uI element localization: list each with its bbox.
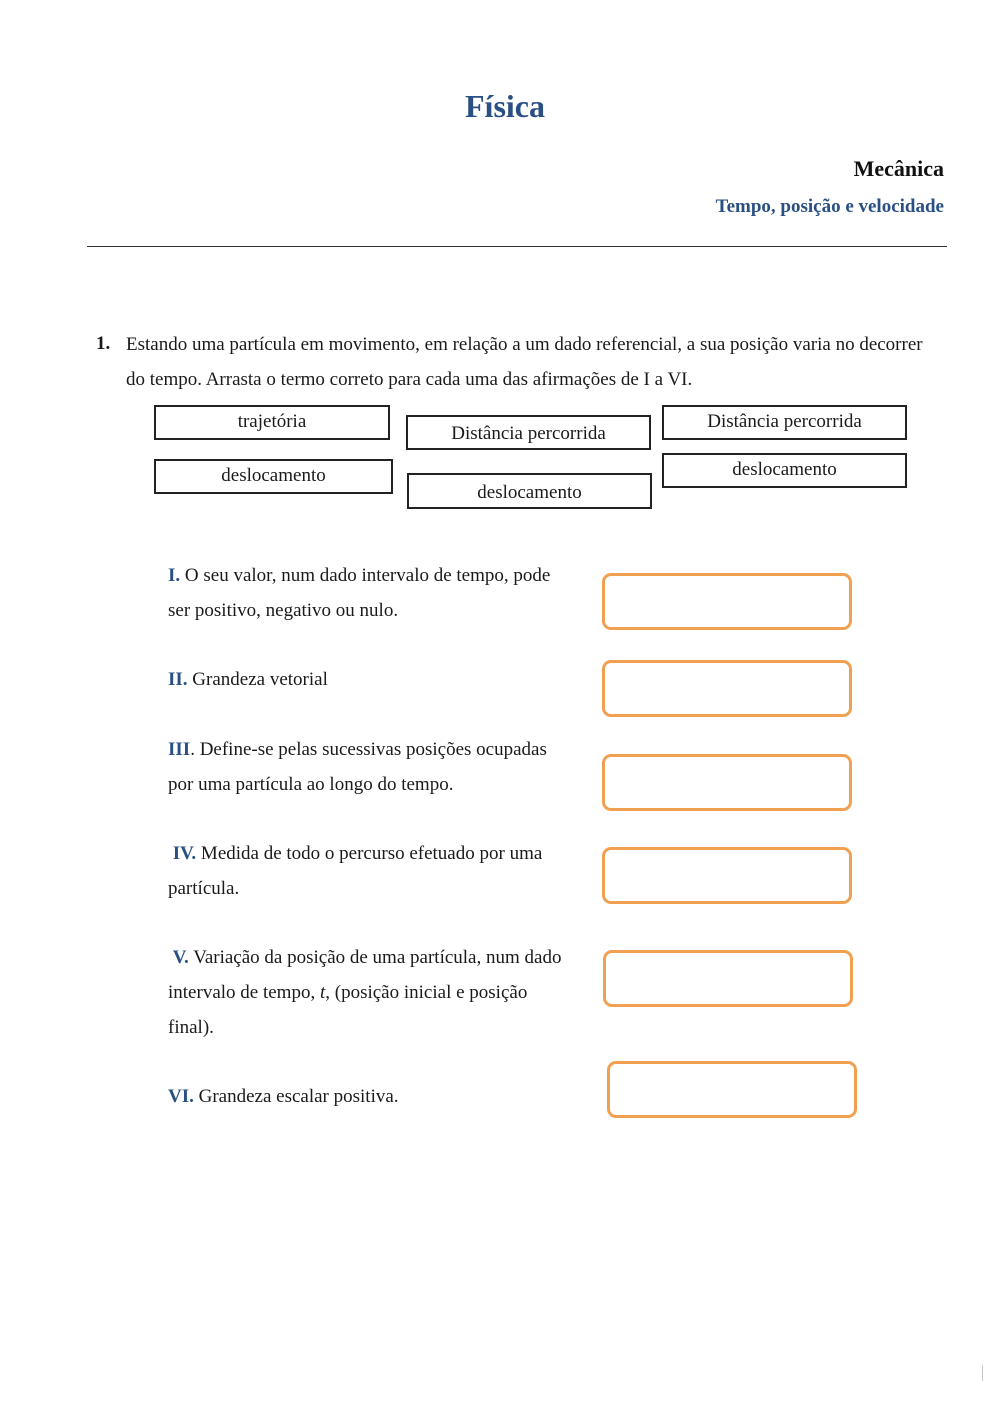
statement-6 [168,1079,568,1114]
term-tile[interactable]: deslocamento [154,459,393,494]
scrollbar-mark [982,1365,983,1381]
statement-4 [168,836,568,906]
statement-number: II. [168,669,188,690]
statement-text: Define-se pelas sucessivas posições ocupadas por uma partícula ao longo do tempo. [168,739,547,795]
drop-zone-4[interactable] [602,847,852,904]
subject-heading: Mecânica [853,156,944,181]
term-tile[interactable]: Distância percorrida [662,405,907,440]
statement-text: Grandeza escalar positiva. [198,1086,399,1107]
topic-heading: Tempo, posição e velocidade [715,196,944,217]
question-number: 1. [96,333,111,354]
drop-zone-1[interactable] [602,573,852,630]
question-text: Estando uma partícula em movimento, em relação a um dado referencial, a sua posição varia no decorrer do tempo. Arrasta o termo correto para cada uma das afirmações de I a VI. [126,334,923,390]
statement-2 [168,662,568,697]
statement-number: IV. [172,843,197,864]
drop-zone-5[interactable] [603,950,853,1007]
statement-number: V. [172,947,189,968]
statement-text: , (posição inicial e posição final). [168,982,528,1038]
statement-5 [168,940,568,1045]
statement-text: Grandeza vetorial [192,669,328,690]
term-tile[interactable]: deslocamento [662,453,907,488]
term-tile[interactable]: deslocamento [407,473,652,509]
statement-text: O seu valor, num dado intervalo de tempo, pode ser positivo, negativo ou nulo. [168,565,551,621]
statement-3: III. Define-se pelas sucessivas posições ocupadas por uma partícula ao longo do tempo. [168,739,547,795]
statement-1 [168,558,568,628]
page-title: Física [465,88,545,124]
drop-zone-3[interactable] [602,754,852,811]
statement-text: Variação da posição de uma partícula, num dado intervalo de tempo, [168,947,562,1003]
time-variable: t [319,982,326,1003]
header-divider [87,246,947,247]
term-tile[interactable]: Distância percorrida [406,415,651,450]
statement-number: VI. [168,1086,194,1107]
statement-number: III [168,739,191,760]
statement-text: Medida de todo o percurso efetuado por uma partícula. [168,843,543,899]
drop-zone-6[interactable] [607,1061,857,1118]
term-tile[interactable]: trajetória [154,405,390,440]
statement-number: I. [168,565,181,586]
drop-zone-2[interactable] [602,660,852,717]
